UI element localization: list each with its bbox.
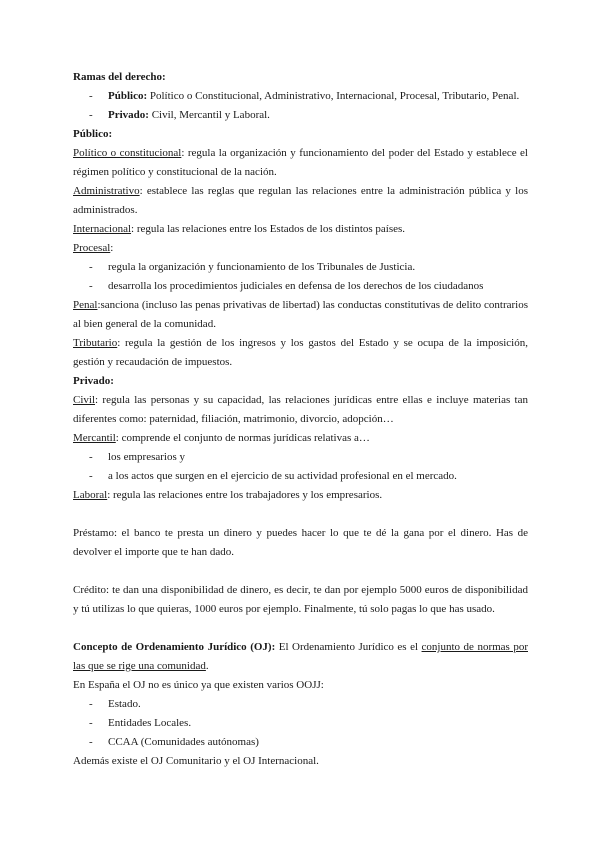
- definition: : comprende el conjunto de normas jurídicas relativas a…: [115, 432, 370, 444]
- bullet-dash: -: [89, 470, 93, 482]
- bullet-text: Estado.: [108, 698, 141, 710]
- bullet-text: los empresarios y: [108, 451, 185, 463]
- period: .: [205, 660, 209, 672]
- bullet-text: regula la organización y funcionamiento de los Tribunales de Justicia.: [108, 261, 416, 273]
- bullet-text: Entidades Locales.: [108, 717, 192, 729]
- bullet-dash: -: [89, 736, 93, 748]
- para-penal: [73, 296, 528, 334]
- term: Administrativo: [73, 185, 140, 197]
- para-politico: [73, 144, 528, 182]
- bullet-label: Público:: [108, 90, 148, 102]
- term: Mercantil: [73, 432, 116, 444]
- bullet-dash: -: [89, 261, 93, 273]
- bullet-dash: -: [89, 109, 93, 121]
- document-page: [73, 68, 528, 771]
- definition: : regula la organización y funcionamiento del poder del Estado y establece el régimen político y constitucional de la nación.: [73, 147, 528, 178]
- bullet-mercantil-2: [73, 467, 528, 486]
- para-ademas: Además existe el OJ Comunitario y el OJ Internacional.: [73, 755, 319, 767]
- para-internacional: [73, 220, 528, 239]
- bullet-dash: -: [89, 90, 93, 102]
- term: Civil: [73, 394, 96, 406]
- bullet-text: Político o Constitucional, Administrativo, Internacional, Procesal, Tributario, Penal.: [147, 90, 520, 102]
- para-credito: Crédito: te dan una disponibilidad de dinero, es decir, te dan por ejemplo 5000 euros de disponibilidad y tú utilizas lo que quieras, 1000 euros por ejemplo. Finalmente, tú solo pagas lo que has usado.: [73, 584, 528, 615]
- term: Penal: [73, 299, 98, 311]
- bullet-text: a los actos que surgen en el ejercicio de su actividad profesional en el mercado.: [108, 470, 457, 482]
- definition: : regula las relaciones entre los trabajadores y los empresarios.: [107, 489, 383, 501]
- bullet-mercantil-1: [73, 448, 528, 467]
- underlined-definition: conjunto de normas por las que se rige una comunidad: [73, 641, 528, 672]
- para-mercantil: [73, 429, 528, 448]
- para-espana: En España el OJ no es único ya que existen varios OOJJ:: [73, 679, 324, 691]
- para-procesal: [73, 239, 528, 258]
- definition: :sanciona (incluso las penas privativas de libertad) las conductas constitutivas de delito contrarios al bien general de la comunidad.: [73, 299, 528, 330]
- bullet-procesal-1: [73, 258, 528, 277]
- bullet-text: Civil, Mercantil y Laboral.: [148, 109, 270, 121]
- para-tributario: [73, 334, 528, 372]
- term: Concepto de Ordenamiento Jurídico (OJ):: [73, 641, 276, 653]
- bullet-privado: [73, 106, 528, 125]
- bullet-dash: -: [89, 280, 93, 292]
- definition: : regula las relaciones entre los Estados de los distintos países.: [131, 223, 406, 235]
- bullet-oj-2: [73, 714, 528, 733]
- term: Tributario: [73, 337, 118, 349]
- term: Internacional: [73, 223, 132, 235]
- bullet-dash: -: [89, 717, 93, 729]
- publico-heading: Público:: [73, 128, 113, 140]
- bullet-procesal-2: [73, 277, 528, 296]
- definition: : regula la gestión de los ingresos y los gastos del Estado y se ocupa de la imposición, gestión y recaudación de impuestos.: [73, 337, 528, 368]
- bullet-oj-3: [73, 733, 528, 752]
- definition: : establece las reglas que regulan las relaciones entre la administración pública y los administrados.: [73, 185, 528, 216]
- bullet-dash: -: [89, 698, 93, 710]
- bullet-label: Privado:: [108, 109, 149, 121]
- privado-heading: Privado:: [73, 375, 114, 387]
- term: Procesal: [73, 242, 111, 254]
- bullet-text: desarrolla los procedimientos judiciales en defensa de los derechos de los ciudadanos: [108, 280, 484, 292]
- term: Político o constitucional: [73, 147, 182, 159]
- para-civil: [73, 391, 528, 429]
- bullet-oj-1: [73, 695, 528, 714]
- para-administrativo: [73, 182, 528, 220]
- definition: El Ordenamiento Jurídico es el: [275, 641, 422, 653]
- bullet-publico: [73, 87, 528, 106]
- definition: : regula las personas y su capacidad, las relaciones jurídicas entre ellas e incluye materias tan diferentes como: paternidad, filiación, matrimonio, divorcio, adopción…: [73, 394, 528, 425]
- definition: :: [110, 242, 114, 254]
- para-prestamo: Préstamo: el banco te presta un dinero y puedes hacer lo que te dé la gana por el dinero. Has de devolver el importe que te han dado.: [73, 527, 528, 558]
- bullet-dash: -: [89, 451, 93, 463]
- para-oj: [73, 638, 528, 676]
- bullet-text: CCAA (Comunidades autónomas): [108, 736, 259, 748]
- term: Laboral: [73, 489, 108, 501]
- ramas-heading: Ramas del derecho:: [73, 71, 166, 83]
- para-laboral: [73, 486, 528, 505]
